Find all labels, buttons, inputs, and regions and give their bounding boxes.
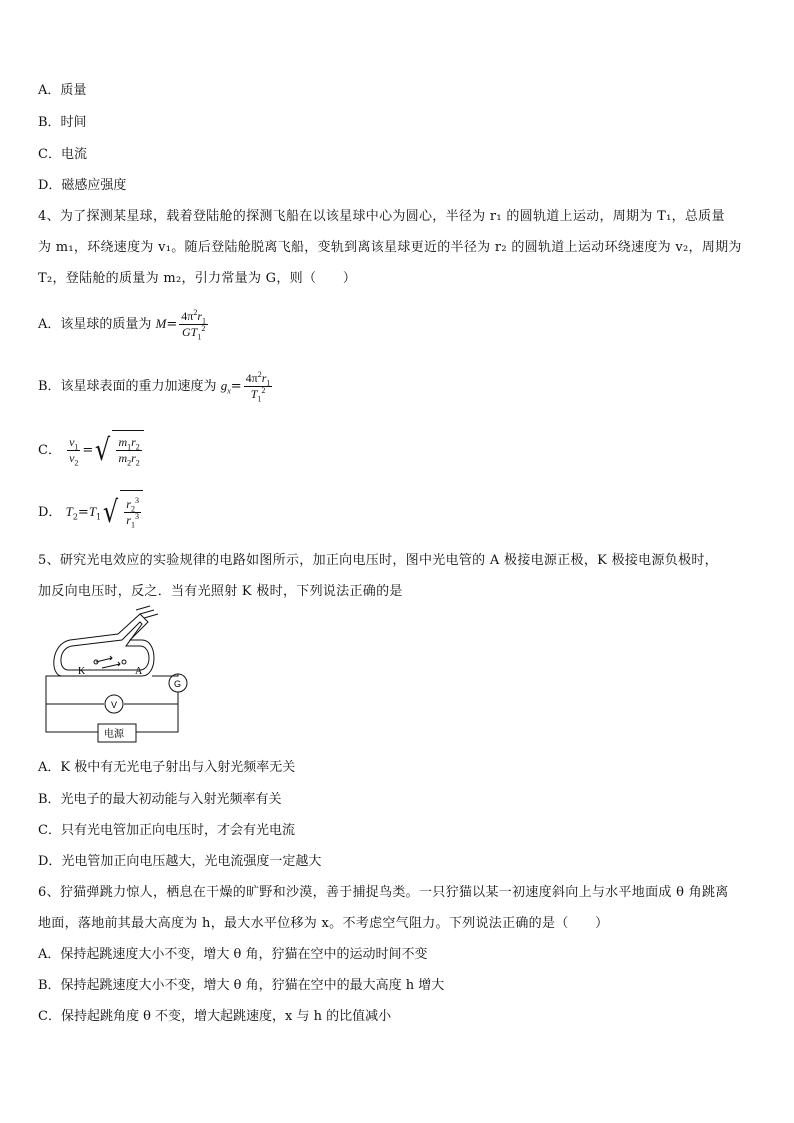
q6-stem-line-2: 地面，落地前其最大高度为 h，最大水平位移为 x。不考虑空气阻力。下列说法正确的是（ ） — [38, 916, 609, 931]
wire-right — [136, 692, 178, 732]
q4-option-a-label: A．该星球的质量为 — [38, 317, 152, 332]
q4-option-d-formula: $T_2=T_1√$ $\frac{r_2^3}{r_1^3}$ — [66, 505, 143, 520]
electron-arrow-2 — [102, 662, 120, 668]
q5-stem-line-2: 加反向电压时，反之．当有光照射 K 极时，下列说法正确的是 — [38, 584, 403, 599]
label-a: A — [135, 666, 143, 677]
q6-stem-line-1: 6、狞猫弹跳力惊人，栖息在干燥的旷野和沙漠，善于捕捉鸟类。一只狞猫以某一初速度斜向上与水平地面成 θ 角跳离 — [38, 885, 729, 900]
q4-stem-line-3: T₂，登陆舱的质量为 m₂，引力常量为 G，则（ ） — [38, 271, 357, 286]
phototube-inner — [61, 622, 149, 670]
q6-option-b: B．保持起跳速度大小不变，增大 θ 角，狞猫在空中的最大高度 h 增大 — [38, 978, 445, 993]
q4-option-c — [38, 430, 144, 471]
q5-option-d: D．光电管加正向电压越大，光电流强度一定越大 — [38, 854, 322, 869]
q4-option-d — [38, 490, 143, 535]
q4-option-c-label: C． — [38, 443, 61, 458]
light-rays — [136, 606, 158, 618]
q4-stem-line-2: 为 m₁，环绕速度为 v₁。随后登陆舱脱离飞船，变轨到离该星球更近的半径为 r₂ 的圆轨道上运动环绕速度为 v₂，周期为 — [38, 240, 742, 255]
q3-option-c: C．电流 — [38, 147, 87, 162]
q4-option-b-formula: $g_x=$ $\frac{4\pi^2r_1}{T_1^2}$ — [220, 370, 271, 404]
label-g: G — [174, 679, 182, 689]
q4-option-b — [38, 368, 274, 405]
q5-stem-line-1: 5、研究光电效应的实验规律的电路如图所示，加正向电压时，图中光电管的 A 极接电源正极，K 极接电源负极时， — [38, 553, 718, 568]
label-k: K — [78, 666, 86, 677]
q5-option-c: C．只有光电管加正向电压时，才会有光电流 — [38, 823, 295, 838]
q4-option-d-label: D． — [38, 505, 62, 520]
q3-option-a: A．质量 — [38, 83, 87, 98]
q5-option-a: A．K 极中有无光电子射出与入射光频率无关 — [38, 760, 296, 775]
photoelectric-circuit-diagram — [40, 604, 200, 746]
q4-option-a-formula: M= $\frac{4\pi^2r_1}{GT_1^2}$ — [155, 308, 207, 342]
electron-dot-2 — [122, 660, 126, 664]
q5-option-b: B．光电子的最大初动能与入射光频率有关 — [38, 792, 282, 807]
electron-arrow-1 — [96, 656, 112, 662]
q4-option-b-label: B．该星球表面的重力加速度为 — [38, 379, 217, 394]
label-power: 电源 — [104, 729, 124, 740]
q6-option-a: A．保持起跳速度大小不变，增大 θ 角，狞猫在空中的运动时间不变 — [38, 947, 428, 962]
q4-option-c-formula: $\frac{v_1}{v_2}$ =√ $\frac{m_1r_2}{m_2r_2}$ — [65, 443, 144, 458]
q4-option-a — [38, 306, 210, 343]
q6-option-c: C．保持起跳角度 θ 不变，增大起跳速度，x 与 h 的比值减小 — [38, 1009, 392, 1024]
q4-stem-line-1: 4、为了探测某星球，载着登陆舱的探测飞船在以该星球中心为圆心，半径为 r₁ 的圆轨道上运动，周期为 T₁，总质量 — [38, 209, 725, 224]
label-v: V — [111, 700, 118, 710]
q3-option-b: B．时间 — [38, 115, 87, 130]
q3-option-d: D．磁感应强度 — [38, 178, 127, 193]
